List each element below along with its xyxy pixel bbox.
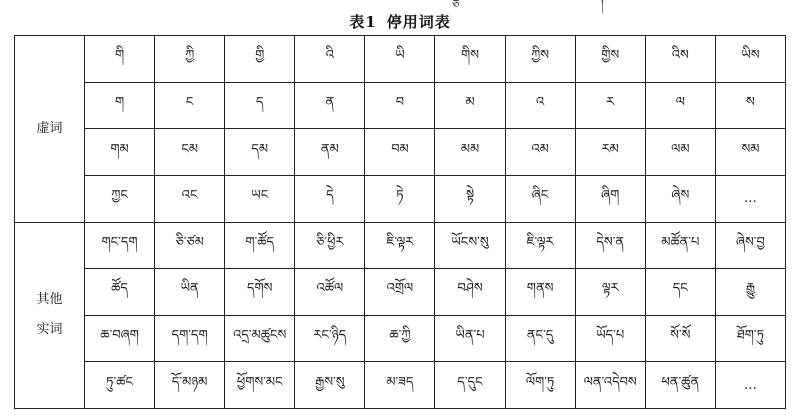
- table-cell: ཅི་ཙམ: [155, 222, 225, 269]
- table-cell: ནང་དུ: [505, 315, 575, 362]
- header-fragment-text: །: [601, 0, 604, 11]
- table-cell: འཚོལ: [295, 269, 365, 316]
- table-cell: གྱིས: [575, 36, 645, 83]
- table-label: 表1: [349, 13, 377, 31]
- table-cell: ཡིན་པ: [435, 315, 505, 362]
- table-cell: ཕན་ཚུན: [645, 362, 715, 409]
- table-cell: ད: [225, 82, 295, 129]
- table-cell: ཏུ་ཚང: [85, 362, 155, 409]
- table-cell: ར: [575, 82, 645, 129]
- table-cell: སོ་སོ: [645, 315, 715, 362]
- stopword-table: [14, 35, 786, 409]
- table-cell: ནམ: [295, 129, 365, 176]
- table-row: [15, 315, 786, 362]
- table-cell: སམ: [715, 129, 785, 176]
- table-cell: འི: [295, 36, 365, 83]
- table-cell: མ: [435, 82, 505, 129]
- table-cell: གནས: [505, 269, 575, 316]
- table-cell: གིས: [435, 36, 505, 83]
- table-cell: ན: [295, 82, 365, 129]
- table-cell: འ: [505, 82, 575, 129]
- table-cell: རྒྱུ: [715, 269, 785, 316]
- table-cell: ག་ཚོད: [225, 222, 295, 269]
- table-title: 停用词表: [386, 13, 451, 31]
- table-cell: …: [715, 175, 785, 222]
- table-cell: ཀྱིས: [505, 36, 575, 83]
- table-cell: ལ: [645, 82, 715, 129]
- table-cell: དགོས: [225, 269, 295, 316]
- category-other-content-words: [15, 222, 85, 409]
- table-cell: གམ: [85, 129, 155, 176]
- table-cell: ཇི་ལྟར: [365, 222, 435, 269]
- cropped-header-fragment: [0, 0, 800, 11]
- table-cell: བམ: [365, 129, 435, 176]
- table-cell: ཀྱི: [155, 36, 225, 83]
- table-cell: ཡང: [225, 175, 295, 222]
- table-cell: འགྲོལ: [365, 269, 435, 316]
- table-cell: དོ་མཉམ: [155, 362, 225, 409]
- table-cell: གི: [85, 36, 155, 83]
- table-cell: ལོག་ཏུ: [505, 362, 575, 409]
- table-cell: ཞིང: [505, 175, 575, 222]
- table-body: [15, 36, 786, 409]
- table-cell: ག: [85, 82, 155, 129]
- table-cell: རྒྱས་སུ: [295, 362, 365, 409]
- table-row: [15, 82, 786, 129]
- header-fragment-text: ཅ: [452, 0, 460, 11]
- table-cell: དང: [645, 269, 715, 316]
- table-cell: ཏེ: [365, 175, 435, 222]
- table-cell: དག་དག: [155, 315, 225, 362]
- table-cell: ལམ: [645, 129, 715, 176]
- table-cell: སྟེ: [435, 175, 505, 222]
- table-row: [15, 222, 786, 269]
- table-row: [15, 36, 786, 83]
- table-cell: གང་དག: [85, 222, 155, 269]
- table-cell: ལྟར: [575, 269, 645, 316]
- table-cell: མམ: [435, 129, 505, 176]
- table-cell: དེས་ན: [575, 222, 645, 269]
- table-cell: ཞེས: [645, 175, 715, 222]
- table-row: [15, 269, 786, 316]
- table-cell: ང: [155, 82, 225, 129]
- table-cell: ཞེས་བྱ: [715, 222, 785, 269]
- table-cell: རམ: [575, 129, 645, 176]
- table-cell: མཚོན་པ: [645, 222, 715, 269]
- table-cell: མ་ཟད: [365, 362, 435, 409]
- table-cell: འིས: [645, 36, 715, 83]
- table-cell: ཡོངས་སུ: [435, 222, 505, 269]
- category-label-line: 其他: [36, 292, 63, 308]
- table-row: [15, 362, 786, 409]
- table-cell: ཡིས: [715, 36, 785, 83]
- category-label-line: 实词: [36, 322, 63, 338]
- table-row: [15, 129, 786, 176]
- category-function-words: [15, 36, 85, 223]
- table-cell: ཡོད་པ: [575, 315, 645, 362]
- table-cell: ད་དུང: [435, 362, 505, 409]
- table-cell: གྱི: [225, 36, 295, 83]
- table-cell: བ: [365, 82, 435, 129]
- table-cell: ཀྱང: [85, 175, 155, 222]
- table-cell: འང: [155, 175, 225, 222]
- table-cell: འམ: [505, 129, 575, 176]
- table-cell: ཞིག: [575, 175, 645, 222]
- table-cell: དེ: [295, 175, 365, 222]
- table-cell: ཚོད: [85, 269, 155, 316]
- table-cell: ས: [715, 82, 785, 129]
- table-cell: ཡི: [365, 36, 435, 83]
- table-cell: དམ: [225, 129, 295, 176]
- table-cell: རང་ཉིད: [295, 315, 365, 362]
- table-cell: ཆ་བཞག: [85, 315, 155, 362]
- table-cell: ཅི་ཕྱིར: [295, 222, 365, 269]
- table-cell: ཇི་ལྟར: [505, 222, 575, 269]
- table-cell: ཐོག་ཏུ: [715, 315, 785, 362]
- table-cell: ཆ་ཀྱི: [365, 315, 435, 362]
- table-cell: …: [715, 362, 785, 409]
- table-cell: བཤེས: [435, 269, 505, 316]
- table-cell: འདྲ་མཚུངས: [225, 315, 295, 362]
- table-cell: ལན་འདེབས: [575, 362, 645, 409]
- table-row: [15, 175, 786, 222]
- table-caption: [0, 11, 800, 32]
- table-cell: ཕྱོགས་མང: [225, 362, 295, 409]
- table-cell: ངམ: [155, 129, 225, 176]
- category-label-line: 虚词: [36, 120, 63, 136]
- table-cell: ཡིན: [155, 269, 225, 316]
